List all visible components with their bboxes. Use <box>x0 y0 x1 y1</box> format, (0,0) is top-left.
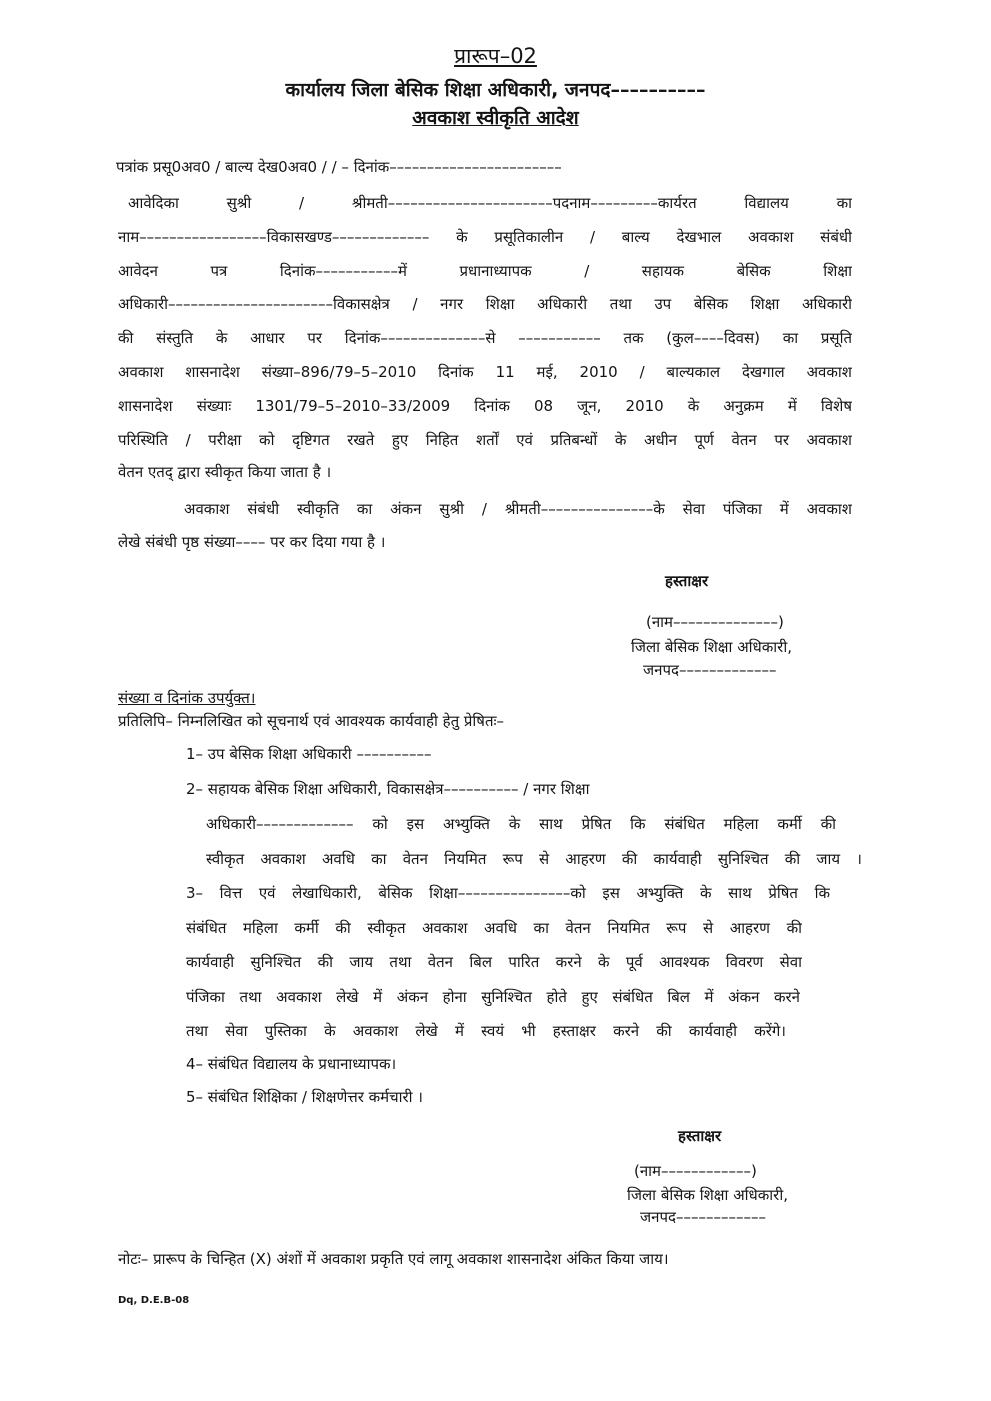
body-line: लेखे संबंधी पृष्ठ संख्या–––– पर कर दिया गया है । <box>118 533 386 551</box>
list-item-line: संबंधित महिला कर्मी की स्वीकृत अवकाश अवधि का वेतन नियमित रूप से आहरण की <box>186 919 802 937</box>
body-line: अवकाश संबंधी स्वीकृति का अंकन सुश्री / श्रीमती–––––––––––––––के सेवा पंजिका में अवकाश <box>184 500 852 518</box>
body-line: शासनादेश संख्याः 1301/79–5–2010–33/2009 दिनांक 08 जून, 2010 के अनुक्रम में विशेष <box>118 397 852 415</box>
office-heading: कार्यालय जिला बेसिक शिक्षा अधिकारी, जनपद–––––––––– <box>285 79 706 101</box>
copy-intro: प्रतिलिपि– निम्नलिखित को सूचनार्थ एवं आवश्यक कार्यवाही हेतु प्रेषितः– <box>118 712 505 730</box>
list-item-line: स्वीकृत अवकाश अवधि का वेतन नियमित रूप से आहरण की कार्यवाही सुनिश्चित की जाय । <box>206 850 862 868</box>
signatory-district: जनपद––––––––––––– <box>643 661 777 679</box>
list-item-line: कार्यवाही सुनिश्चित की जाय तथा वेतन बिल पारित करने के पूर्व आवश्यक विवरण सेवा <box>186 953 802 971</box>
body-line: अवकाश शासनादेश संख्या–896/79–5–2010 दिनांक 11 मई, 2010 / बाल्यकाल देखगाल अवकाश <box>118 363 852 381</box>
list-item-line: अधिकारी––––––––––––– को इस अभ्युक्ति के साथ प्रेषित कि संबंधित महिला कर्मी की <box>206 815 836 833</box>
body-line: आवेदिका सुश्री / श्रीमती––––––––––––––––––––––पदनाम–––––––––कार्यरत विद्यालय का <box>128 194 852 212</box>
list-item: 2– सहायक बेसिक शिक्षा अधिकारी, विकासक्षेत्र–––––––––– / नगर शिक्षा <box>186 780 590 798</box>
body-line: अधिकारी––––––––––––––––––––––विकासक्षेत्र / नगर शिक्षा अधिकारी तथा उप बेसिक शिक्षा अधिकारी <box>118 295 852 313</box>
reference-line: संख्या व दिनांक उपर्युक्त। <box>118 689 256 707</box>
list-item-line: पंजिका तथा अवकाश लेखे में अंकन होना सुनिश्चित होते हुए संबंधित बिल में अंकन करने <box>186 988 800 1006</box>
body-line: आवेदन पत्र दिनांक–––––––––––में प्रधानाध्यापक / सहायक बेसिक शिक्षा <box>118 262 852 280</box>
list-item: 5– संबंधित शिक्षिका / शिक्षणेत्तर कर्मचारी । <box>186 1088 423 1106</box>
body-line: पत्रांक प्रसू0अव0 / बाल्य देख0अव0 / / – दिनांक––––––––––––––––––––––– <box>116 158 562 176</box>
body-line: की संस्तुति के आधार पर दिनांक––––––––––––––से ––––––––––– तक (कुल––––दिवस) का प्रसूति <box>118 329 852 347</box>
list-item: 4– संबंधित विद्यालय के प्रधानाध्यापक। <box>186 1055 397 1073</box>
signature-label: हस्ताक्षर <box>678 1127 722 1145</box>
signatory-name: (नाम––––––––––––––) <box>646 613 784 631</box>
signatory-designation: जिला बेसिक शिक्षा अधिकारी, <box>627 1186 788 1204</box>
body-line: नाम–––––––––––––––––विकासखण्ड––––––––––––– के प्रसूतिकालीन / बाल्य देखभाल अवकाश संबंधी <box>118 228 852 246</box>
signature-label: हस्ताक्षर <box>665 572 709 590</box>
body-line: परिस्थिति / परीक्षा को दृष्टिगत रखते हुए निहित शर्तों एवं प्रतिबन्धों के अधीन पूर्ण वेतन पर अवकाश <box>118 431 852 449</box>
footer-code: Dq, D.E.B-08 <box>118 1295 190 1306</box>
signatory-name: (नाम––––––––––––) <box>634 1162 757 1180</box>
body-line: वेतन एतद् द्वारा स्वीकृत किया जाता है । <box>118 463 332 481</box>
list-item: 1– उप बेसिक शिक्षा अधिकारी –––––––––– <box>186 745 432 763</box>
form-number: प्रारूप–02 <box>454 44 537 68</box>
signatory-district: जनपद–––––––––––– <box>640 1208 766 1226</box>
list-item: 3– वित्त एवं लेखाधिकारी, बेसिक शिक्षा–––––––––––––––को इस अभ्युक्ति के साथ प्रेषित कि <box>186 884 830 902</box>
list-item-line: तथा सेवा पुस्तिका के अवकाश लेखे में स्वयं भी हस्ताक्षर करने की कार्यवाही करेंगे। <box>186 1022 786 1040</box>
signatory-designation: जिला बेसिक शिक्षा अधिकारी, <box>631 638 792 656</box>
note-line: नोटः– प्रारूप के चिन्हित (X) अंशों में अवकाश प्रकृति एवं लागू अवकाश शासनादेश अंकित किया जाय। <box>118 1250 669 1268</box>
document-title: अवकाश स्वीकृति आदेश <box>412 107 579 129</box>
